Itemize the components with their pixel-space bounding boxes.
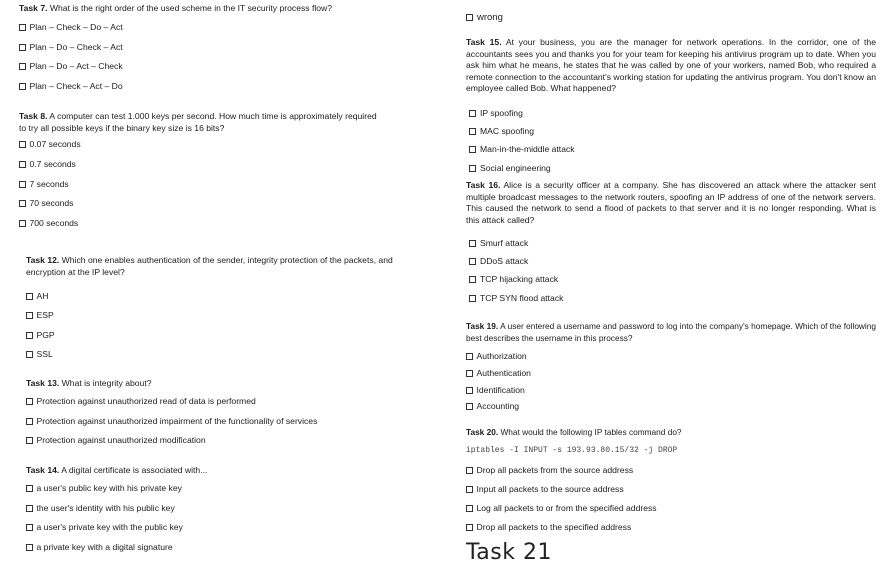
checkbox-icon[interactable] [466, 353, 473, 360]
task-20-option-3[interactable]: Log all packets to or from the specified address [466, 503, 657, 514]
task-16-option-2[interactable]: DDoS attack [469, 256, 528, 267]
checkbox-icon[interactable] [26, 524, 33, 531]
task-15-option-3[interactable]: Man-in-the-middle attack [469, 144, 575, 155]
task-7-option-2[interactable]: Plan – Do – Check – Act [19, 42, 123, 53]
checkbox-icon[interactable] [469, 276, 476, 283]
task-8-option-1[interactable]: 0.07 seconds [19, 139, 81, 150]
checkbox-icon[interactable] [466, 387, 473, 394]
task-8-option-5[interactable]: 700 seconds [19, 218, 78, 229]
checkbox-icon[interactable] [26, 351, 33, 358]
task-14-option-2[interactable]: the user's identity with his public key [26, 503, 175, 514]
checkbox-icon[interactable] [469, 110, 476, 117]
checkbox-icon[interactable] [26, 437, 33, 444]
task-7-option-1[interactable]: Plan – Check – Do – Act [19, 22, 123, 33]
task-8-question: Task 8. A computer can test 1.000 keys per second. How much time is approximately required to try all possible keys if the binary key size is 16 bits? [19, 111, 377, 133]
task-12-option-3[interactable]: PGP [26, 330, 55, 341]
checkbox-icon[interactable] [26, 332, 33, 339]
checkbox-icon[interactable] [469, 295, 476, 302]
task-14 [26, 465, 439, 477]
task-12-option-4[interactable]: SSL [26, 349, 53, 360]
checkbox-icon[interactable] [19, 161, 26, 168]
task-19-option-4[interactable]: Accounting [466, 401, 519, 412]
task-19 [466, 321, 876, 344]
task-7-option-4[interactable]: Plan – Check – Act – Do [19, 81, 123, 92]
task-8-option-2[interactable]: 0.7 seconds [19, 159, 76, 170]
checkbox-icon[interactable] [26, 544, 33, 551]
task-14-option-1[interactable]: a user's public key with his private key [26, 483, 182, 494]
checkbox-icon[interactable] [26, 418, 33, 425]
task-12-question: Task 12. Which one enables authentication of the sender, integrity protection of the packets, and encryption at the IP level? [26, 255, 393, 277]
checkbox-icon[interactable] [19, 24, 26, 31]
checkbox-icon[interactable] [26, 398, 33, 405]
checkbox-icon[interactable] [466, 370, 473, 377]
task-20-option-2[interactable]: Input all packets to the source address [466, 484, 624, 495]
task-19-option-3[interactable]: Identification [466, 385, 525, 396]
task-16-question: Task 16. Alice is a security officer at a company. She has discovered an attack where the attacker sent multiple broadcast messages to the network routers, spoofing an IP address of one of the network servers. This caused the network to send a flood of packets to that server and it is no longer responding. What is this attack called? [466, 180, 876, 225]
task-8 [19, 111, 439, 134]
checkbox-icon[interactable] [19, 141, 26, 148]
task-16 [466, 180, 876, 226]
task-13-option-1[interactable]: Protection against unauthorized read of data is performed [26, 396, 256, 407]
checkbox-icon[interactable] [469, 240, 476, 247]
task-15 [466, 37, 876, 95]
checkbox-icon[interactable] [26, 505, 33, 512]
task-21-heading: Task 21 [466, 540, 552, 565]
iptables-command: iptables -I INPUT -s 193.93.80.15/32 -j DROP [466, 446, 678, 455]
task-12-option-1[interactable]: AH [26, 291, 48, 302]
checkbox-icon[interactable] [19, 220, 26, 227]
task-19-question: Task 19. A user entered a username and password to log into the company's homepage. Which of the following best describes the username in this process? [466, 321, 876, 343]
checkbox-icon[interactable] [19, 200, 26, 207]
task-13 [26, 378, 439, 390]
task-20-option-1[interactable]: Drop all packets from the source address [466, 465, 633, 476]
checkbox-icon[interactable] [469, 128, 476, 135]
checkbox-icon[interactable] [469, 146, 476, 153]
checkbox-icon[interactable] [466, 403, 473, 410]
task-15-option-1[interactable]: IP spoofing [469, 108, 523, 119]
task-8-option-4[interactable]: 70 seconds [19, 198, 73, 209]
checkbox-icon[interactable] [466, 524, 473, 531]
task-12-option-2[interactable]: ESP [26, 310, 54, 321]
checkbox-icon[interactable] [466, 486, 473, 493]
previous-task-option-wrong[interactable]: wrong [466, 12, 503, 23]
task-14-option-3[interactable]: a user's private key with the public key [26, 522, 183, 533]
task-15-question: Task 15. At your business, you are the manager for network operations. In the corridor, one of the accountants sees you and thanks you for your team for keeping his antivirus program up to date. When you ask him what he means, he states that he was called by one of your workers, named Bob, who required a remote connection to the accountant's working station for updating the antivirus program. You don't know an employee called Bob. What happened? [466, 37, 876, 93]
task-20-option-4[interactable]: Drop all packets to the specified address [466, 522, 631, 533]
task-7-question: Task 7. What is the right order of the used scheme in the IT security process flow? [19, 3, 333, 13]
task-19-option-1[interactable]: Authorization [466, 351, 527, 362]
checkbox-icon[interactable] [19, 63, 26, 70]
task-19-option-2[interactable]: Authentication [466, 368, 531, 379]
task-13-option-2[interactable]: Protection against unauthorized impairment of the functionality of services [26, 416, 317, 427]
task-8-option-3[interactable]: 7 seconds [19, 179, 69, 190]
checkbox-icon[interactable] [26, 312, 33, 319]
task-16-option-3[interactable]: TCP hijacking attack [469, 274, 558, 285]
task-7-option-3[interactable]: Plan – Do – Act – Check [19, 61, 123, 72]
checkbox-icon[interactable] [466, 505, 473, 512]
task-16-option-4[interactable]: TCP SYN flood attack [469, 293, 563, 304]
checkbox-icon[interactable] [19, 83, 26, 90]
checkbox-icon[interactable] [466, 14, 473, 21]
checkbox-icon[interactable] [26, 485, 33, 492]
task-13-option-3[interactable]: Protection against unauthorized modification [26, 435, 206, 446]
checkbox-icon[interactable] [19, 44, 26, 51]
task-16-option-1[interactable]: Smurf attack [469, 238, 528, 249]
task-13-question: Task 13. What is integrity about? [26, 378, 152, 388]
task-14-option-4[interactable]: a private key with a digital signature [26, 542, 173, 553]
task-12 [26, 255, 426, 278]
task-15-option-4[interactable]: Social engineering [469, 163, 551, 174]
task-14-question: Task 14. A digital certificate is associated with... [26, 465, 208, 475]
checkbox-icon[interactable] [469, 258, 476, 265]
checkbox-icon[interactable] [26, 293, 33, 300]
task-7 [19, 3, 439, 15]
checkbox-icon[interactable] [19, 181, 26, 188]
checkbox-icon[interactable] [469, 165, 476, 172]
task-20 [466, 427, 876, 439]
checkbox-icon[interactable] [466, 467, 473, 474]
task-20-question: Task 20. What would the following IP tables command do? [466, 427, 682, 437]
task-15-option-2[interactable]: MAC spoofing [469, 126, 534, 137]
